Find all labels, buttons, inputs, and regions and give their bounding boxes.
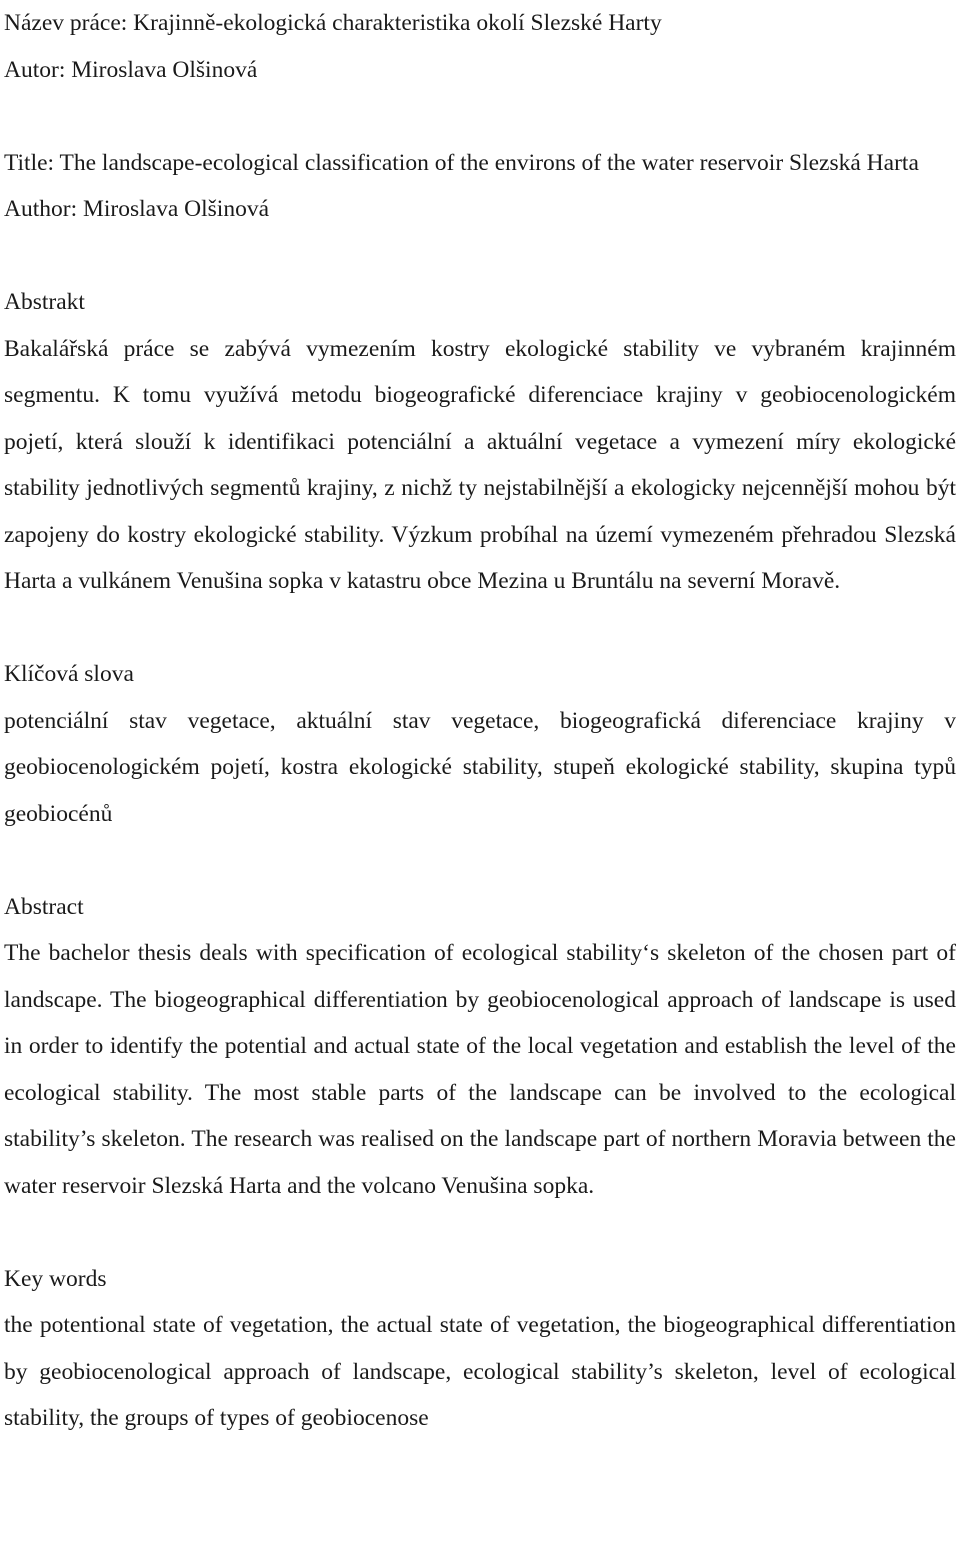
- spacer: [4, 233, 956, 280]
- abstrakt-section: [4, 279, 956, 605]
- author-en: Author: Miroslava Olšinová: [4, 196, 269, 222]
- abstract-text: The bachelor thesis deals with specification of ecological stability‘s skeleton of the chosen part of landscape. The biogeographical differentiation by geobiocenological approach of landscape is used in order to identify the potential and actual state of the local vegetation and establish the level of the ecological stability. The most stable parts of the landscape can be involved to the ecological stability’s skeleton. The research was realised on the landscape part of northern Moravia between the water reservoir Slezská Harta and the volcano Venušina sopka.: [4, 940, 956, 1199]
- abstract-heading: Abstract: [4, 893, 84, 920]
- klicova-slova-text: potenciální stav vegetace, aktuální stav vegetace, biogeografická diferenciace krajiny v geobiocenologickém pojetí, kostra ekologické stability, stupeň ekologické stability, skupina typů geobiocénů: [4, 707, 956, 827]
- key-words-section: [4, 1256, 956, 1442]
- english-header: [4, 140, 956, 233]
- spacer: [4, 605, 956, 652]
- czech-header: [4, 0, 956, 93]
- thesis-title-cz: Název práce: Krajinně-ekologická charakteristika okolí Slezské Harty: [4, 10, 662, 36]
- key-words-text: the potentional state of vegetation, the actual state of vegetation, the biogeographical differentiation by geobiocenological approach of landscape, ecological stability’s skeleton, level of ecological stability, the groups of types of geobiocenose: [4, 1312, 956, 1431]
- author-cz: Autor: Miroslava Olšinová: [4, 56, 258, 83]
- key-words-heading: Key words: [4, 1265, 107, 1292]
- abstrakt-text: Bakalářská práce se zabývá vymezením kostry ekologické stability ve vybraném krajinném segmentu. K tomu využívá metodu biogeografické diferenciace krajiny v geobiocenologickém pojetí, která slouží k identifikaci potenciální a aktuální vegetace a vymezení míry ekologické stability jednotlivých segmentů krajiny, z nichž ty nejstabilnější a ekologicky nejcennější mohou být zapojeny do kostry ekologické stability. Výzkum probíhal na území vymezeném přehradou Slezská Harta a vulkánem Venušina sopka v katastru obce Mezina u Bruntálu na severní Moravě.: [4, 335, 956, 594]
- spacer: [4, 837, 956, 884]
- thesis-title-en: Title: The landscape-ecological classification of the environs of the water reservoir Slezská Harta: [4, 149, 919, 176]
- abstrakt-heading: Abstrakt: [4, 289, 85, 315]
- document-page: [4, 0, 956, 1442]
- abstract-section: [4, 884, 956, 1210]
- spacer: [4, 1209, 956, 1256]
- spacer: [4, 93, 956, 140]
- klicova-slova-section: [4, 651, 956, 837]
- klicova-slova-heading: Klíčová slova: [4, 661, 134, 687]
